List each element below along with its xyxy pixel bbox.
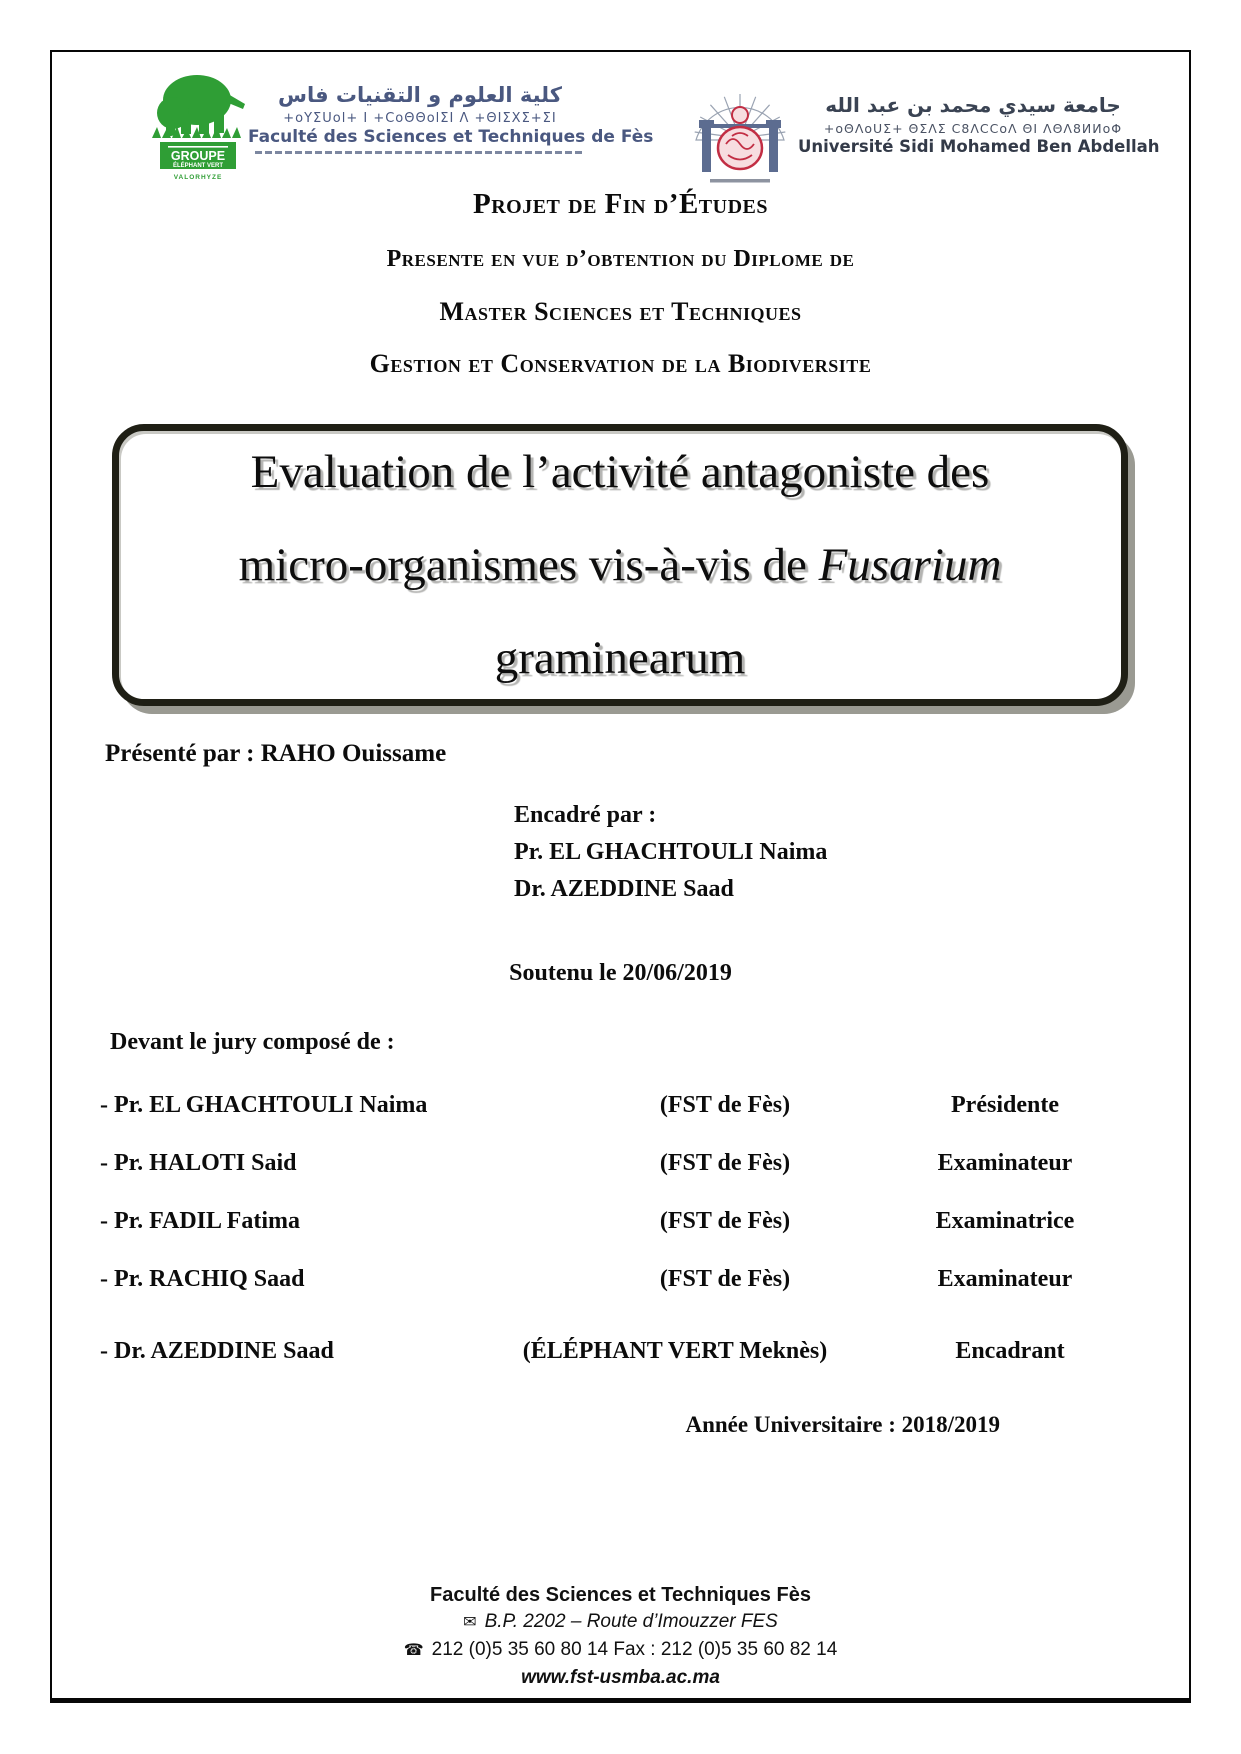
fst-header-block — [248, 82, 654, 154]
jury-member-role: Examinateur — [937, 1150, 1073, 1176]
supervised-by-label: Encadré par : — [514, 802, 657, 828]
jury-member-name: - Pr. HALOTI Said — [100, 1150, 297, 1176]
supervisor-1: Pr. EL GHACHTOULI Naima — [514, 839, 828, 865]
specialty-heading: Gestion et Conservation de la Biodiversite — [369, 349, 872, 378]
supervisor-2: Dr. AZEDDINE Saad — [514, 876, 734, 902]
jury-member-role: Examinateur — [937, 1266, 1073, 1292]
jury-row — [100, 1208, 1140, 1240]
jury-row — [100, 1266, 1140, 1298]
footer-contact-block — [50, 1582, 1191, 1691]
jury-member-role: Présidente — [951, 1092, 1059, 1118]
footer-address: B.P. 2202 – Route d’Imouzzer FES — [484, 1611, 778, 1632]
thesis-title-box — [112, 424, 1128, 706]
jury-member-name: - Pr. RACHIQ Saad — [100, 1266, 305, 1292]
jury-member-name: - Pr. FADIL Fatima — [100, 1208, 300, 1234]
jury-list — [100, 1092, 1140, 1396]
jury-row — [100, 1338, 1140, 1370]
jury-member-affiliation: (ÉLÉPHANT VERT Meknès) — [522, 1338, 828, 1364]
thesis-title-line-2-normal: micro-organismes vis-à-vis de — [238, 538, 819, 591]
fst-french-name: Faculté des Sciences et Techniques de Fès — [248, 127, 654, 147]
defense-date: Soutenu le 20/06/2019 — [509, 960, 732, 986]
footer-address-line — [50, 1608, 1191, 1636]
fst-decorative-line — [255, 151, 585, 154]
phone-icon: ☎ — [403, 1642, 424, 1659]
fst-arabic-name: كلية العلوم و التقنيات فاس — [278, 83, 562, 107]
usmba-logo — [688, 84, 792, 188]
usmba-tifinagh-name: +oΘΛoUΣ+ ΘΣΛΣ C8ΛCCoΛ ΘI ΛΘΛ8ИИoΦ — [823, 121, 1123, 136]
jury-heading: Devant le jury composé de : — [110, 1029, 395, 1055]
usmba-arabic-name: جامعة سيدي محمد بن عبد الله — [825, 93, 1121, 117]
thesis-title-line-2 — [119, 519, 1121, 612]
svg-text:ÉLÉPHANT VERT: ÉLÉPHANT VERT — [172, 163, 224, 169]
master-heading: Master Sciences et Techniques — [439, 297, 802, 326]
diploma-purpose-heading: Presente en vue d’obtention du Diplome de — [386, 246, 855, 272]
mail-icon: ✉ — [463, 1614, 477, 1631]
thesis-title-species-epithet: graminearum — [494, 631, 746, 684]
academic-year: Année Universitaire : 2018/2019 — [685, 1412, 1000, 1437]
footer-institution-name: Faculté des Sciences et Techniques Fès — [430, 1584, 811, 1606]
jury-member-name: - Dr. AZEDDINE Saad — [100, 1338, 334, 1364]
document-type-heading: Projet de Fin d’Études — [472, 188, 768, 220]
jury-row — [100, 1150, 1140, 1182]
jury-member-affiliation: (FST de Fès) — [659, 1150, 791, 1176]
supervised-by-block — [514, 797, 827, 908]
jury-member-affiliation: (FST de Fès) — [659, 1092, 791, 1118]
svg-text:VALORHYZE: VALORHYZE — [173, 174, 223, 181]
jury-row — [100, 1092, 1140, 1124]
jury-member-affiliation: (FST de Fès) — [659, 1208, 791, 1234]
jury-member-name: - Pr. EL GHACHTOULI Naima — [100, 1092, 428, 1118]
elephant-vert-logo — [148, 62, 248, 184]
thesis-title-line-1: Evaluation de l’activité antagoniste des — [250, 445, 990, 498]
fst-tifinagh-name: +oYΣUol+ I +CoΘΘolΣI Λ +ΘIΣXΣ+ΣI — [283, 111, 557, 126]
footer-phone-line — [50, 1636, 1191, 1664]
jury-member-affiliation: (FST de Fès) — [659, 1266, 791, 1292]
svg-text:GROUPE: GROUPE — [170, 149, 226, 163]
usmba-header-block — [798, 92, 1160, 157]
thesis-title-species-genus: Fusarium — [818, 538, 1002, 591]
usmba-french-name: Université Sidi Mohamed Ben Abdellah — [798, 137, 1160, 156]
presented-by: Présenté par : RAHO Ouissame — [105, 740, 447, 767]
jury-member-role: Examinatrice — [935, 1208, 1075, 1234]
footer-website: www.fst-usmba.ac.ma — [521, 1667, 720, 1688]
jury-member-role: Encadrant — [955, 1338, 1065, 1364]
footer-phone: 212 (0)5 35 60 80 14 Fax : 212 (0)5 35 60 82 14 — [431, 1639, 838, 1660]
